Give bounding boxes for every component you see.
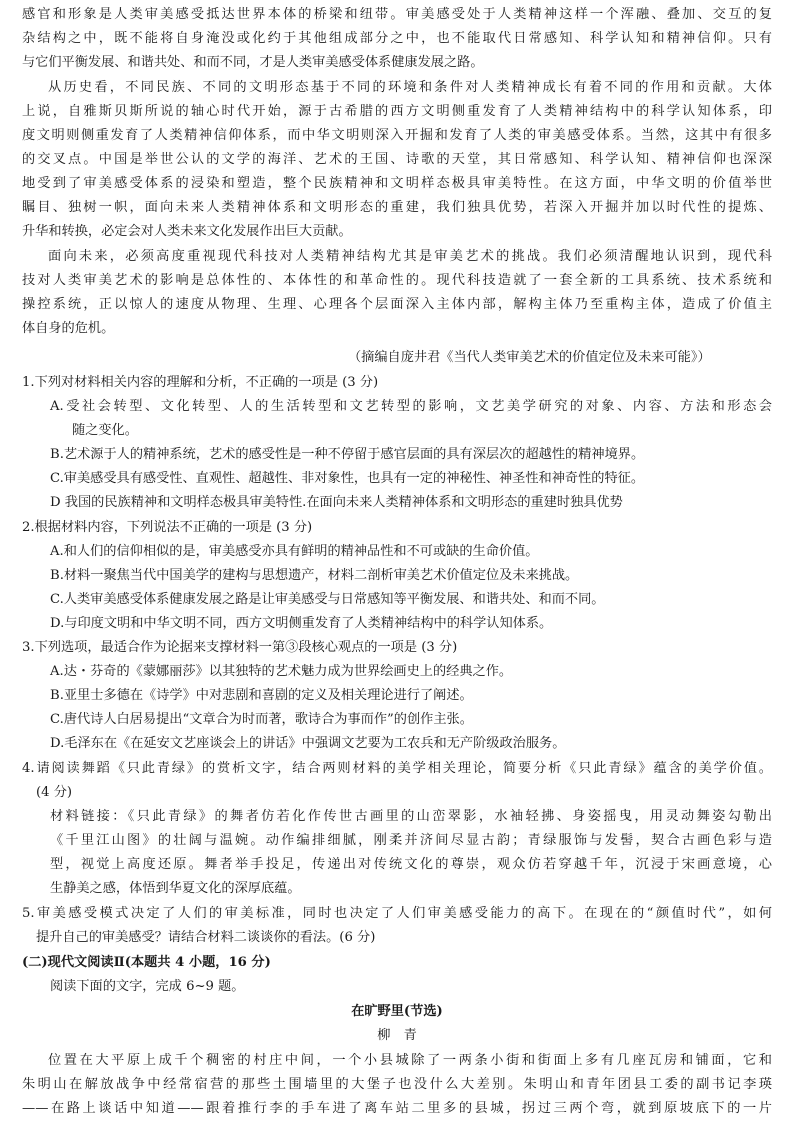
text-line: 度文明则侧重发育了人类精神信仰体系，而中华文明则深入开掘和发育了人类的审美感受体系。当然，这其中有很多 (22, 128, 772, 143)
text-line: 与它们平衡发展、和谐共处、和而不同，才是人类审美感受体系健康发展之路。 (22, 55, 484, 70)
text-line: (二)现代文阅读Ⅱ(本题共 4 小题，16 分) (22, 955, 271, 970)
text-line: A.受社会转型、文化转型、人的生活转型和文艺转型的影响，文艺美学研究的对象、内容、方法和形态会 (50, 399, 772, 414)
text-line: D 我国的民族精神和文明样态极具审美特性.在面向未来人类精神体系和文明形态的重建时独具优势 (50, 495, 623, 510)
text-line: A.和人们的信仰相似的是，审美感受亦具有鲜明的精神品性和不可或缺的生命价值。 (50, 544, 539, 559)
text-line: 在旷野里(节选) (351, 1004, 443, 1019)
text-line: B.材料一聚焦当代中国美学的建构与思想遗产，材料二剖析审美艺术价值定位及未来挑战。 (50, 568, 579, 583)
text-line: 生静美之感，体悟到华夏文化的深厚底蕴。 (50, 881, 301, 896)
text-line: （摘编自庞井君《当代人类审美艺术的价值定位及未来可能》） (348, 350, 711, 365)
text-line: C.人类审美感受体系健康发展之路是让审美感受与日常感知等平衡发展、和谐共处、和而不同。 (50, 592, 605, 607)
text-line: C.审美感受具有感受性、直观性、超越性、非对象性，也具有一定的神秘性、神圣性和神奇性的特征。 (50, 471, 645, 486)
text-line: 从历史看，不同民族、不同的文明形态基于不同的环境和条件对人类精神成长有着不同的作用和贡献。大体 (48, 80, 772, 95)
text-line: B.亚里士多德在《诗学》中对悲剧和喜剧的定义及相关理论进行了阐述。 (50, 688, 473, 703)
text-line: 位置在大平原上成千个稠密的村庄中间，一个小县城除了一两条小街和街面上多有几座瓦房和铺面，它和 (48, 1053, 772, 1068)
text-line: ——在路上谈话中知道——跟着推行李的手车进了离车站二里多的县城，拐过三两个弯，就到原坡底下的一片 (22, 1101, 772, 1116)
text-line: 面向未来，必须高度重视现代科技对人类精神结构尤其是审美艺术的挑战。我们必须清醒地认识到，现代科 (48, 249, 772, 264)
text-line: 柳 青 (377, 1028, 417, 1043)
text-line: 杂结构之中，既不能将自身淹没或化约于其他组成部分之中，也不能取代日常感知、科学认知和精神信仰。只有 (22, 31, 772, 46)
text-line: D.与印度文明和中华文明不同，西方文明侧重发育了人类精神结构中的科学认知体系。 (50, 616, 553, 631)
text-line: 体自身的危机。 (22, 321, 115, 336)
text-line: 地受到了审美感受体系的浸染和塑造，整个民族精神和文明样态极具审美特性。在这方面，中华文明的价值举世 (22, 176, 772, 191)
text-line: 上说，自雅斯贝斯所说的轴心时代开始，源于古希腊的西方文明侧重发育了人类精神结构中的科学认知体系，印 (22, 104, 772, 119)
text-line: 材料链接：《只此青绿》的舞者仿若化作传世古画里的山峦翠影，水袖轻拂、身姿摇曳，用灵动舞姿勾勒出 (50, 809, 772, 824)
text-line: 瞩目、独树一帜，面向未来人类精神体系和文明形态的重建，我们独具优势，若深入开掘并加以时代性的提炼、 (22, 200, 772, 215)
text-line: 的交叉点。中国是举世公认的文学的海洋、艺术的王国、诗歌的天堂，其日常感知、科学认知、精神信仰也深深 (22, 152, 772, 167)
text-line: 感官和形象是人类审美感受抵达世界本体的桥梁和纽带。审美感受处于人类精神这样一个浑融、叠加、交互的复 (22, 7, 772, 22)
text-line: 1.下列对材料相关内容的理解和分析，不正确的一项是 (3 分) (22, 375, 379, 390)
text-line: 型，视觉上高度还原。舞者举手投足，传递出对传统文化的尊崇，观众仿若穿越千年，沉浸于宋画意境，心 (50, 857, 772, 872)
text-line: 5.审美感受模式决定了人们的审美标准，同时也决定了人们审美感受能力的高下。在现在的“颜值时代”，如何 (22, 906, 772, 921)
text-line: 随之变化。 (72, 423, 138, 438)
text-line: 技对人类审美艺术的影响是总体性的、本体性的和革命性的。现代科技造就了一套全新的工具系统、技术系统和 (22, 273, 772, 288)
text-line: 提升自己的审美感受？请结合材料二谈谈你的看法。(6 分) (36, 930, 376, 945)
text-line: 3.下列选项，最适合作为论据来支撑材料一第③段核心观点的一项是 (3 分) (22, 640, 458, 655)
text-line: A.达・芬奇的《蒙娜丽莎》以其独特的艺术魅力成为世界绘画史上的经典之作。 (50, 664, 513, 679)
text-line: C.唐代诗人白居易提出“文章合为时而著，歌诗合为事而作”的创作主张。 (50, 712, 473, 727)
text-line: 朱明山在解放战争中经常宿营的那些土围墙里的大堡子也没什么大差别。朱明山和青年团县工委的副书记李瑛 (22, 1077, 772, 1092)
text-line: 升华和转换，必定会对人类未来文化发展作出巨大贡献。 (22, 224, 352, 239)
text-line: B.艺术源于人的精神系统，艺术的感受性是一种不停留于感官层面的具有深层次的超越性的精神境界。 (50, 447, 645, 462)
text-line: 4.请阅读舞蹈《只此青绿》的赏析文字，结合两则材料的美学相关理论，简要分析《只此青绿》蕴含的美学价值。 (22, 761, 772, 776)
text-line: D.毛泽东在《在延安文艺座谈会上的讲话》中强调文艺要为工农兵和无产阶级政治服务。 (50, 736, 566, 751)
text-line: 操控系统，正以惊人的速度从物理、生理、心理各个层面深入主体内部，解构主体乃至重构主体，造成了价值主 (22, 297, 772, 312)
text-line: 阅读下面的文字，完成 6~9 题。 (50, 979, 245, 994)
text-line: 《千里江山图》的壮阔与温婉。动作编排细腻，刚柔并济间尽显古韵；青绿服饰与发髻，契合古画色彩与造 (50, 833, 772, 848)
text-line: 2.根据材料内容，下列说法不正确的一项是 (3 分) (22, 520, 313, 535)
text-line: (4 分) (36, 785, 73, 800)
